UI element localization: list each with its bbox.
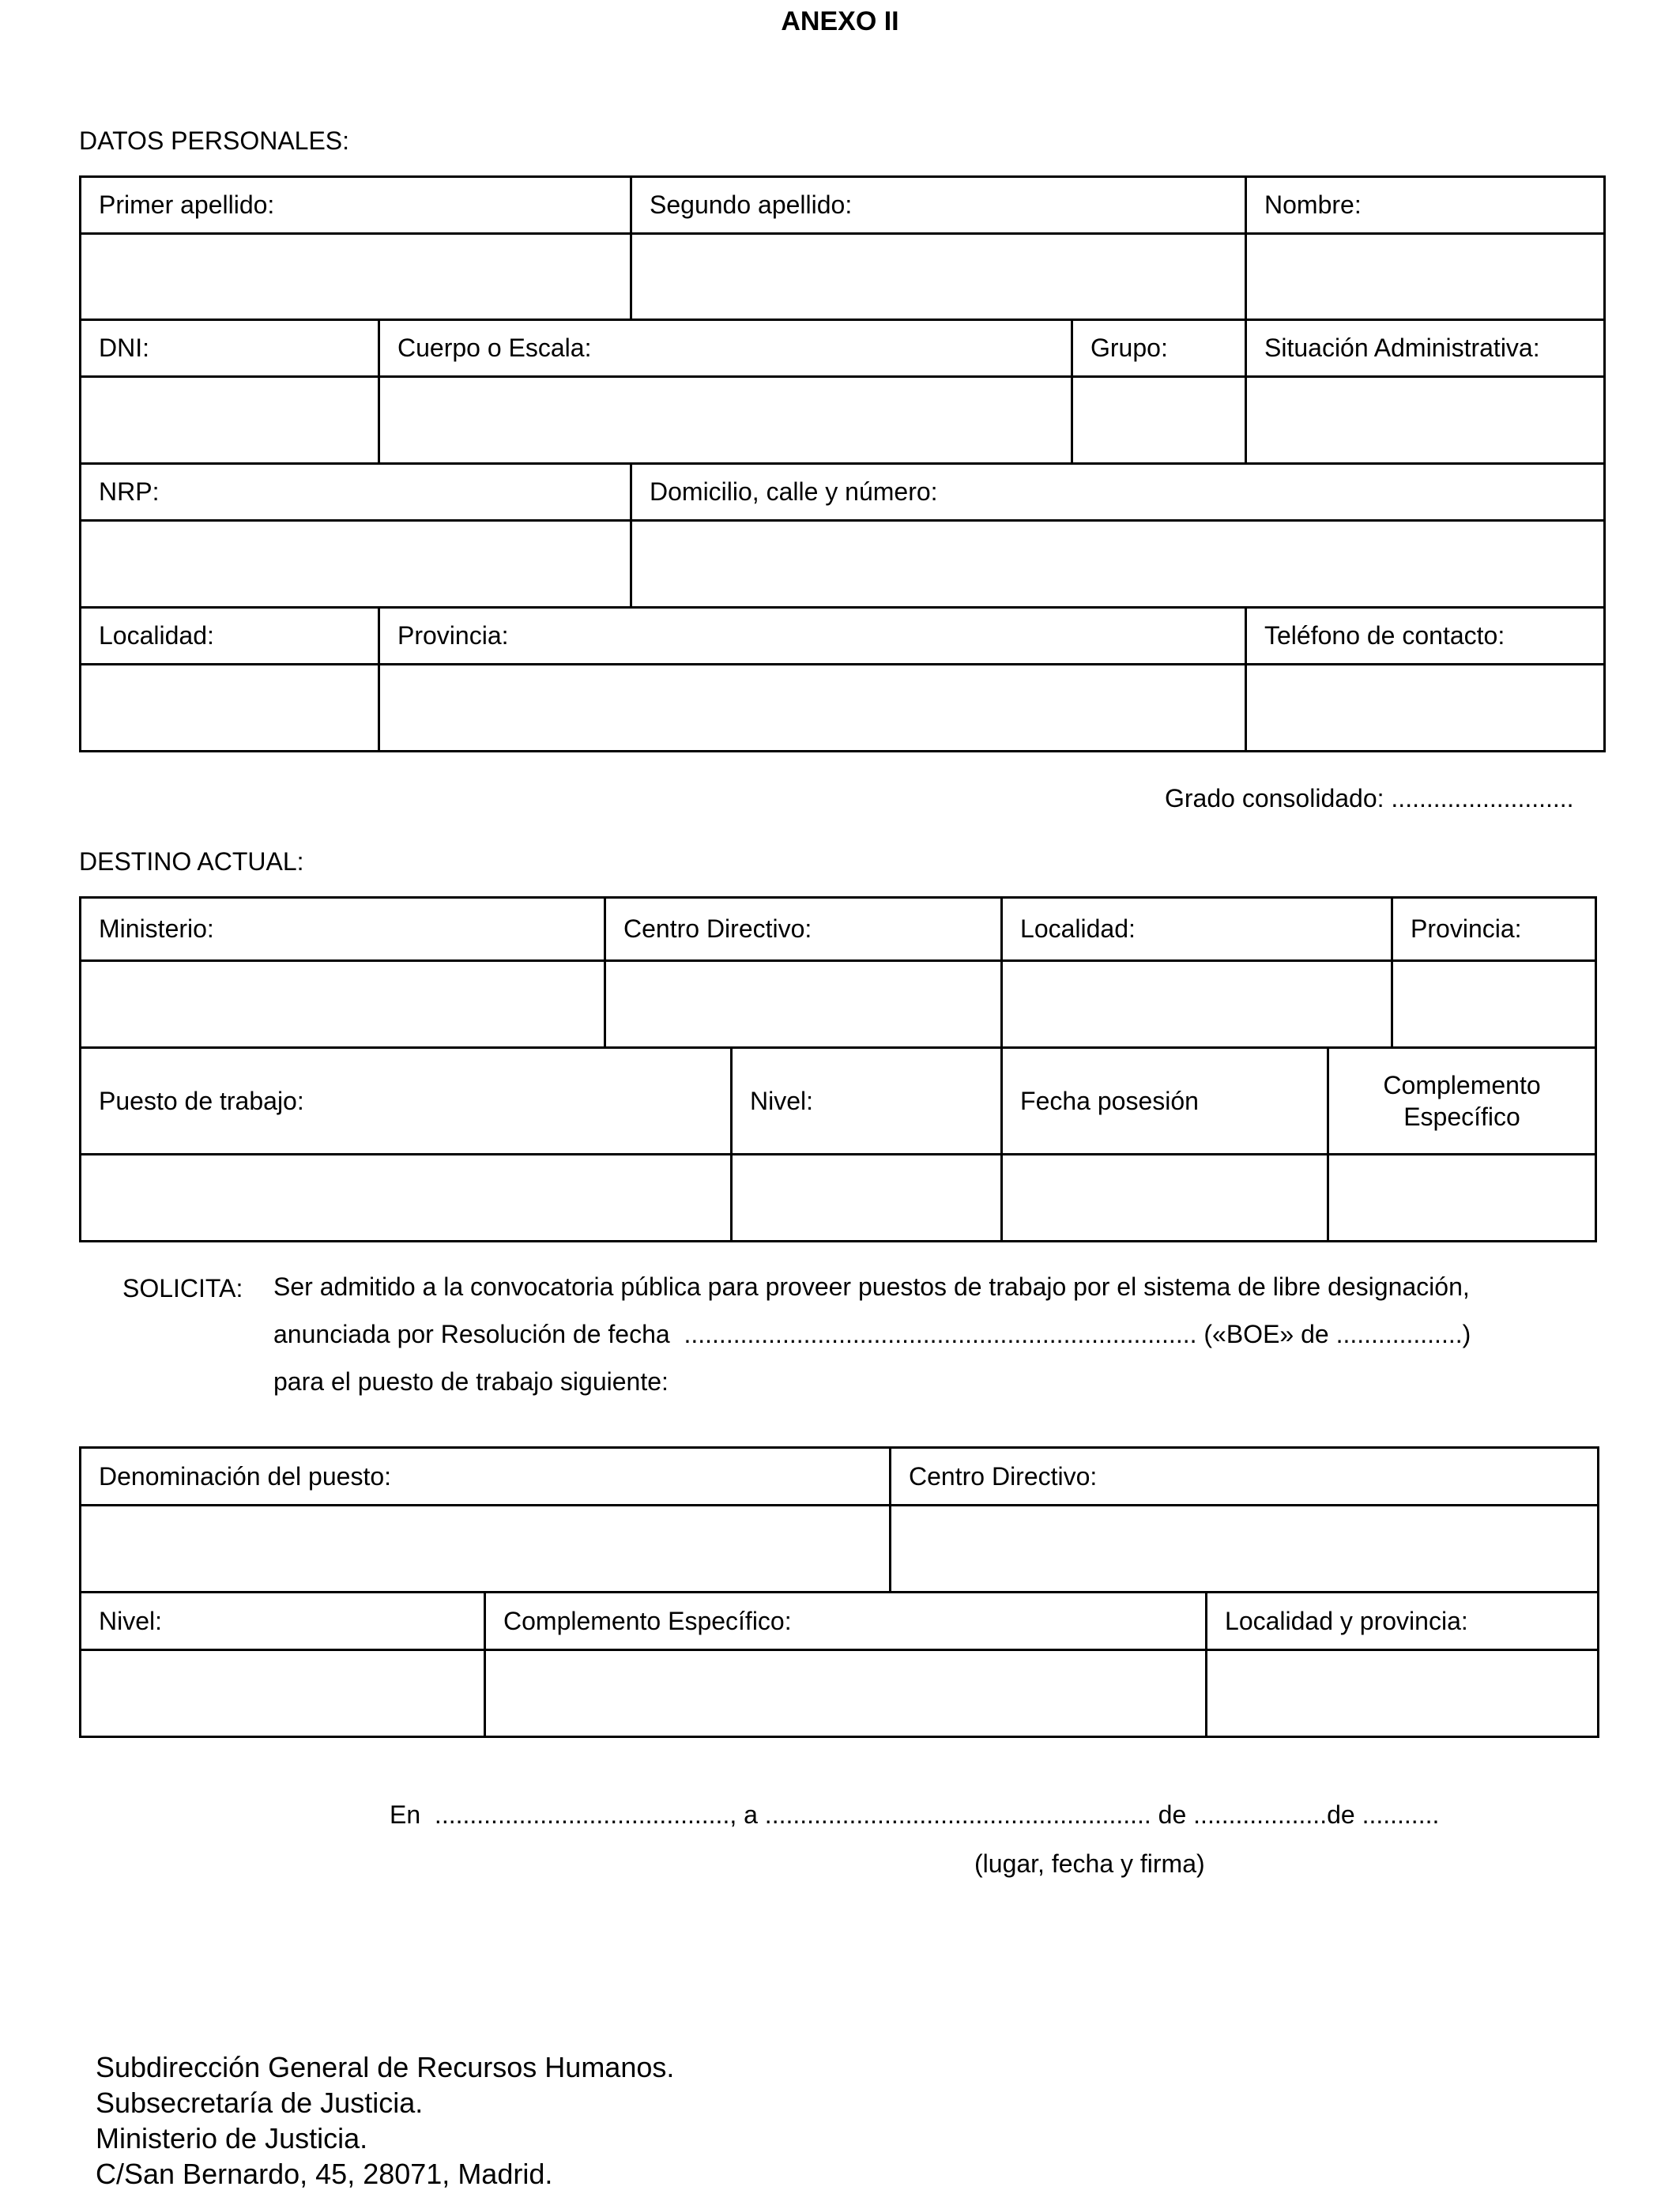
segundo-apellido-label: Segundo apellido: xyxy=(631,177,1246,234)
puesto-nivel-field[interactable] xyxy=(81,1650,485,1737)
destino-provincia-field[interactable] xyxy=(1392,961,1596,1048)
puesto-solicitado-table xyxy=(79,1446,1599,1738)
nrp-field[interactable] xyxy=(81,521,631,608)
puesto-complemento-label: Complemento Específico: xyxy=(485,1593,1207,1650)
destino-nivel-label: Nivel: xyxy=(732,1048,1002,1155)
page-title: ANEXO II xyxy=(781,6,899,36)
grupo-label: Grupo: xyxy=(1072,320,1246,377)
telefono-field[interactable] xyxy=(1246,665,1605,752)
puesto-complemento-field[interactable] xyxy=(485,1650,1207,1737)
centro-directivo-field[interactable] xyxy=(605,961,1002,1048)
solicita-line-2: anunciada por Resolución de fecha ......................................................................... («BOE» de ..................) xyxy=(273,1320,1471,1348)
firma-caption: (lugar, fecha y firma) xyxy=(974,1849,1205,1878)
datos-personales-table xyxy=(79,175,1606,752)
destino-actual-table xyxy=(79,896,1597,1242)
localidad-label: Localidad: xyxy=(81,608,379,665)
primer-apellido-label: Primer apellido: xyxy=(81,177,631,234)
localidad-provincia-label: Localidad y provincia: xyxy=(1207,1593,1599,1650)
puesto-centro-directivo-label: Centro Directivo: xyxy=(891,1448,1599,1506)
puesto-nivel-label: Nivel: xyxy=(81,1593,485,1650)
domicilio-label: Domicilio, calle y número: xyxy=(631,464,1605,521)
fecha-posesion-label: Fecha posesión xyxy=(1002,1048,1328,1155)
footer-line: C/San Bernardo, 45, 28071, Madrid. xyxy=(96,2158,553,2190)
complemento-especifico-label: Complemento Específico xyxy=(1328,1048,1596,1155)
destino-localidad-label: Localidad: xyxy=(1002,898,1392,961)
provincia-field[interactable] xyxy=(379,665,1246,752)
telefono-label: Teléfono de contacto: xyxy=(1246,608,1605,665)
firma-line: En .........................................., a ....................................................... de ...................de ........... xyxy=(390,1800,1440,1829)
fecha-posesion-field[interactable] xyxy=(1002,1155,1328,1242)
footer-line: Subsecretaría de Justicia. xyxy=(96,2087,424,2119)
complemento-especifico-field[interactable] xyxy=(1328,1155,1596,1242)
grupo-field[interactable] xyxy=(1072,377,1246,464)
solicita-line-3: para el puesto de trabajo siguiente: xyxy=(273,1367,669,1396)
puesto-centro-directivo-field[interactable] xyxy=(891,1506,1599,1593)
footer-address xyxy=(96,2049,674,2192)
destino-localidad-field[interactable] xyxy=(1002,961,1392,1048)
destino-provincia-label: Provincia: xyxy=(1392,898,1596,961)
provincia-label: Provincia: xyxy=(379,608,1246,665)
dni-field[interactable] xyxy=(81,377,379,464)
puesto-trabajo-field[interactable] xyxy=(81,1155,732,1242)
grado-consolidado: Grado consolidado: .......................... xyxy=(1165,784,1574,812)
ministerio-field[interactable] xyxy=(81,961,605,1048)
destino-nivel-field[interactable] xyxy=(732,1155,1002,1242)
nombre-label: Nombre: xyxy=(1246,177,1605,234)
footer-line: Ministerio de Justicia. xyxy=(96,2122,368,2154)
solicita-line-1: Ser admitido a la convocatoria pública para proveer puestos de trabajo por el sistema de libre designación, xyxy=(273,1272,1470,1301)
cuerpo-escala-label: Cuerpo o Escala: xyxy=(379,320,1072,377)
solicita-text xyxy=(273,1263,1601,1405)
puesto-trabajo-label: Puesto de trabajo: xyxy=(81,1048,732,1155)
domicilio-field[interactable] xyxy=(631,521,1605,608)
cuerpo-escala-field[interactable] xyxy=(379,377,1072,464)
footer-line: Subdirección General de Recursos Humanos. xyxy=(96,2051,675,2083)
situacion-administrativa-label: Situación Administrativa: xyxy=(1246,320,1605,377)
dni-label: DNI: xyxy=(81,320,379,377)
primer-apellido-field[interactable] xyxy=(81,234,631,320)
datos-personales-heading: DATOS PERSONALES: xyxy=(79,126,350,155)
localidad-provincia-field[interactable] xyxy=(1207,1650,1599,1737)
segundo-apellido-field[interactable] xyxy=(631,234,1246,320)
nrp-label: NRP: xyxy=(81,464,631,521)
situacion-administrativa-field[interactable] xyxy=(1246,377,1605,464)
destino-actual-heading: DESTINO ACTUAL: xyxy=(79,847,304,876)
denominacion-puesto-label: Denominación del puesto: xyxy=(81,1448,891,1506)
centro-directivo-label: Centro Directivo: xyxy=(605,898,1002,961)
solicita-label: SOLICITA: xyxy=(122,1274,243,1302)
denominacion-puesto-field[interactable] xyxy=(81,1506,891,1593)
localidad-field[interactable] xyxy=(81,665,379,752)
ministerio-label: Ministerio: xyxy=(81,898,605,961)
nombre-field[interactable] xyxy=(1246,234,1605,320)
